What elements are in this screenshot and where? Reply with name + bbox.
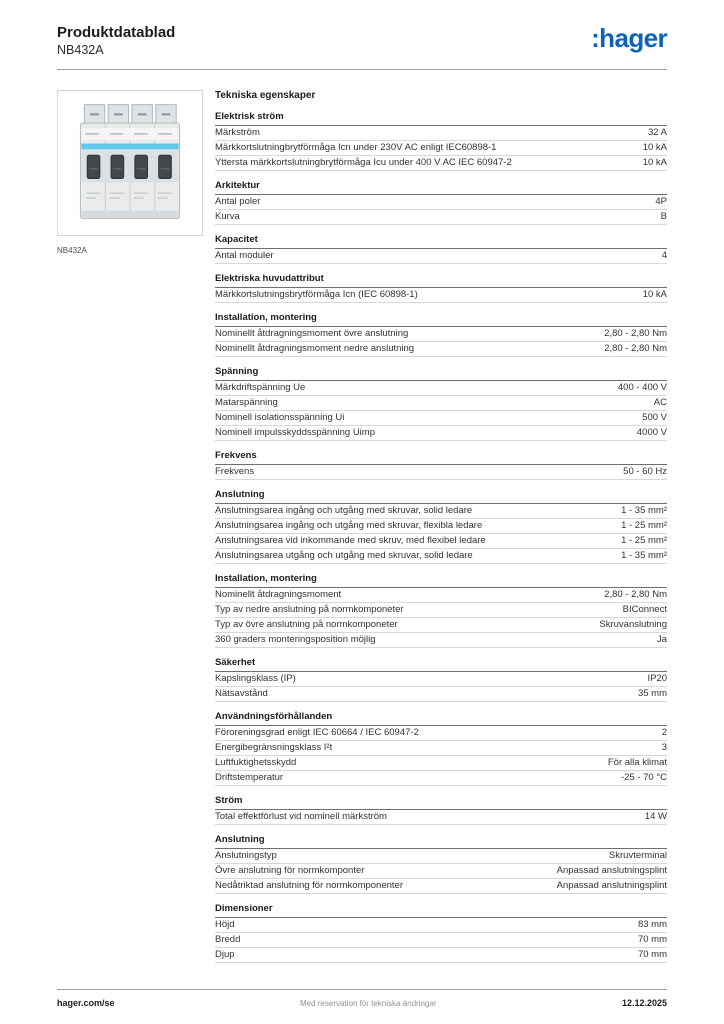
product-image-caption: NB432A: [57, 246, 87, 255]
spec-label: Total effektförlust vid nominell märkström: [215, 811, 387, 822]
spec-row: [215, 249, 667, 264]
spec-row: [215, 342, 667, 357]
footer-row: [57, 990, 667, 1008]
spec-row: [215, 156, 667, 171]
spec-label: Nominellt åtdragningsmoment övre anslutning: [215, 328, 409, 339]
spec-value: 2,80 - 2,80 Nm: [604, 343, 667, 354]
circuit-breaker-illustration: [60, 93, 200, 233]
spec-value: IP20: [647, 673, 667, 684]
spec-row: [215, 210, 667, 225]
spec-row: [215, 549, 667, 564]
spec-value: AC: [653, 397, 667, 408]
spec-label: Typ av nedre anslutning på normkomponeter: [215, 604, 404, 615]
spec-value: Ja: [656, 634, 667, 645]
spec-label: Övre anslutning för normkomponter: [215, 865, 365, 876]
footer-website-link[interactable]: hager.com/se: [57, 998, 115, 1008]
spec-value: 10 kA: [642, 289, 667, 300]
spec-row: [215, 849, 667, 864]
spec-row: [215, 672, 667, 687]
spec-section: [215, 489, 667, 564]
spec-row: [215, 327, 667, 342]
spec-label: Nominell impulsskyddsspänning Uimp: [215, 427, 375, 438]
section-heading: Ström: [215, 795, 667, 810]
spec-row: [215, 288, 667, 303]
section-heading: Installation, montering: [215, 573, 667, 588]
spec-section: [215, 234, 667, 264]
spec-label: 360 graders monteringsposition möjlig: [215, 634, 376, 645]
spec-row: [215, 933, 667, 948]
spec-label: Märkkortslutningbrytförmåga Icn under 230V AC enligt IEC60898-1: [215, 142, 497, 153]
spec-row: [215, 687, 667, 702]
spec-row: [215, 504, 667, 519]
spec-label: Driftstemperatur: [215, 772, 284, 783]
spec-label: Matarspänning: [215, 397, 278, 408]
spec-label: Yttersta märkkortslutningbrytförmåga Icu under 400 V AC IEC 60947-2: [215, 157, 512, 168]
spec-label: Typ av övre anslutning på normkomponeter: [215, 619, 398, 630]
spec-row: [215, 810, 667, 825]
spec-value: Anpassad anslutningsplint: [556, 880, 667, 891]
spec-value: B: [660, 211, 667, 222]
spec-section: [215, 573, 667, 648]
spec-label: Kapslingsklass (IP): [215, 673, 296, 684]
spec-row: [215, 726, 667, 741]
spec-row: [215, 465, 667, 480]
section-heading: Användningsförhållanden: [215, 711, 667, 726]
section-heading: Dimensioner: [215, 903, 667, 918]
spec-label: Nominellt åtdragningsmoment nedre anslutning: [215, 343, 415, 354]
spec-section: [215, 450, 667, 480]
spec-value: 3: [661, 742, 667, 753]
spec-value: Skruvanslutning: [599, 619, 667, 630]
spec-section: [215, 366, 667, 441]
spec-label: Föroreningsgrad enligt IEC 60664 / IEC 60947-2: [215, 727, 419, 738]
spec-section: [215, 657, 667, 702]
spec-label: Antal moduler: [215, 250, 274, 261]
spec-label: Höjd: [215, 919, 235, 930]
spec-row: [215, 411, 667, 426]
section-heading: Spänning: [215, 366, 667, 381]
section-heading: Arkitektur: [215, 180, 667, 195]
footer-disclaimer: Med reservation för tekniska ändringar: [299, 999, 437, 1008]
spec-label: Anslutningsarea ingång och utgång med skruvar, solid ledare: [215, 505, 473, 516]
spec-label: Energibegränsningsklass I²t: [215, 742, 333, 753]
spec-label: Frekvens: [215, 466, 255, 477]
spec-value: 35 mm: [637, 688, 667, 699]
spec-value: 1 - 35 mm²: [621, 505, 667, 516]
section-heading: Elektrisk ström: [215, 111, 667, 126]
spec-section: [215, 111, 667, 171]
product-image: [57, 90, 203, 236]
spec-value: 14 W: [644, 811, 667, 822]
spec-row: [215, 195, 667, 210]
header-titles: [57, 24, 175, 58]
spec-label: Djup: [215, 949, 235, 960]
spec-label: Nominellt åtdragningsmoment: [215, 589, 342, 600]
header-divider: [57, 69, 667, 70]
spec-label: Anslutningsarea ingång och utgång med skruvar, flexibla ledare: [215, 520, 483, 531]
spec-row: [215, 771, 667, 786]
spec-value: 1 - 25 mm²: [621, 520, 667, 531]
spec-value: 1 - 35 mm²: [621, 550, 667, 561]
section-heading: Anslutning: [215, 834, 667, 849]
spec-row: [215, 756, 667, 771]
spec-label: Märkkortslutningsbrytförmåga Icn (IEC 60898-1): [215, 289, 418, 300]
spec-row: [215, 948, 667, 963]
spec-value: 50 - 60 Hz: [623, 466, 667, 477]
spec-value: 10 kA: [642, 142, 667, 153]
spec-section: [215, 795, 667, 825]
content-area: [57, 90, 667, 963]
spec-value: 32 A: [647, 127, 667, 138]
spec-label: Anslutningstyp: [215, 850, 277, 861]
spec-row: [215, 633, 667, 648]
spec-value: 2: [661, 727, 667, 738]
spec-label: Bredd: [215, 934, 241, 945]
breaker-stripe: [81, 144, 178, 150]
spec-section: [215, 312, 667, 357]
spec-value: 10 kA: [642, 157, 667, 168]
product-code: NB432A: [57, 43, 104, 57]
section-heading: Frekvens: [215, 450, 667, 465]
spec-value: -25 - 70 °C: [620, 772, 667, 783]
section-heading: Installation, montering: [215, 312, 667, 327]
spec-section: [215, 903, 667, 963]
page-footer: [57, 989, 667, 1008]
product-image-column: [57, 90, 203, 255]
footer-date: 12.12.2025: [621, 998, 667, 1008]
document-title: Produktdatablad: [57, 24, 176, 41]
spec-value: 70 mm: [637, 934, 667, 945]
spec-row: [215, 141, 667, 156]
spec-label: Nätsavstånd: [215, 688, 268, 699]
spec-sections: [215, 111, 667, 963]
spec-value: Anpassad anslutningsplint: [556, 865, 667, 876]
spec-row: [215, 918, 667, 933]
section-heading: Säkerhet: [215, 657, 667, 672]
specs-title: Tekniska egenskaper: [215, 90, 316, 101]
spec-value: 4000 V: [636, 427, 667, 438]
spec-label: Luftfuktighetsskydd: [215, 757, 297, 768]
spec-row: [215, 534, 667, 549]
spec-label: Kurva: [215, 211, 240, 222]
spec-value: 70 mm: [637, 949, 667, 960]
section-heading: Anslutning: [215, 489, 667, 504]
specifications-column: [215, 90, 667, 963]
spec-row: [215, 426, 667, 441]
section-heading: Kapacitet: [215, 234, 667, 249]
spec-row: [215, 126, 667, 141]
spec-section: [215, 273, 667, 303]
spec-value: 2,80 - 2,80 Nm: [604, 328, 667, 339]
spec-label: Anslutningsarea utgång och utgång med skruvar, solid ledare: [215, 550, 473, 561]
spec-label: Antal poler: [215, 196, 261, 207]
spec-value: BIConnect: [622, 604, 667, 615]
spec-value: 4: [661, 250, 667, 261]
hager-logo: :hager: [591, 23, 667, 53]
spec-row: [215, 381, 667, 396]
spec-label: Märkdriftspänning Ue: [215, 382, 306, 393]
section-heading: Elektriska huvudattribut: [215, 273, 667, 288]
spec-value: 2,80 - 2,80 Nm: [604, 589, 667, 600]
spec-section: [215, 711, 667, 786]
spec-value: 400 - 400 V: [617, 382, 667, 393]
spec-label: Nominell isolationsspänning Ui: [215, 412, 345, 423]
spec-label: Märkström: [215, 127, 260, 138]
spec-row: [215, 519, 667, 534]
page-header: [57, 24, 667, 58]
spec-value: För alla klimat: [607, 757, 667, 768]
spec-row: [215, 741, 667, 756]
spec-section: [215, 180, 667, 225]
spec-row: [215, 879, 667, 894]
spec-value: 1 - 25 mm²: [621, 535, 667, 546]
spec-value: 83 mm: [637, 919, 667, 930]
spec-value: Skruvterminal: [608, 850, 667, 861]
spec-value: 500 V: [642, 412, 667, 423]
spec-label: Nedåtriktad anslutning för normkomponenter: [215, 880, 403, 891]
spec-value: 4P: [655, 196, 667, 207]
spec-row: [215, 603, 667, 618]
spec-row: [215, 864, 667, 879]
spec-row: [215, 588, 667, 603]
spec-row: [215, 618, 667, 633]
spec-section: [215, 834, 667, 894]
spec-label: Anslutningsarea vid inkommande med skruv, med flexibel ledare: [215, 535, 486, 546]
spec-row: [215, 396, 667, 411]
